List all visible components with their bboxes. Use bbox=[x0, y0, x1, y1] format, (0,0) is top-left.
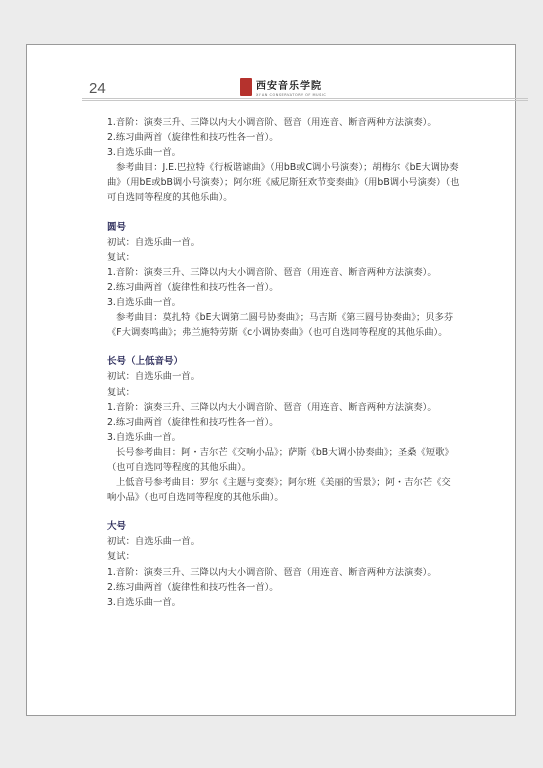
body-line: 可自选同等程度的其他乐曲）。 bbox=[107, 192, 233, 204]
section-heading-horn: 圆号 bbox=[107, 221, 127, 233]
body-line: 上低音号参考曲目：罗尔《主题与变奏》；阿尔班《美丽的雪景》；阿・吉尔芒《交 bbox=[116, 477, 451, 489]
body-line: 参考曲目：J.E.巴拉特《行板谐谑曲》（用bB或C调小号演奏）；胡梅尔《bE大调协奏 bbox=[116, 162, 459, 174]
body-line: （也可自选同等程度的其他乐曲）。 bbox=[107, 461, 252, 473]
body-line: 初试：自选乐曲一首。 bbox=[107, 236, 200, 248]
body-line: 3.自选乐曲一首。 bbox=[107, 147, 181, 159]
page-number: 24 bbox=[89, 80, 106, 97]
body-line: 2.练习曲两首（旋律性和技巧性各一首）。 bbox=[107, 281, 279, 293]
body-line: 3.自选乐曲一首。 bbox=[107, 431, 181, 443]
body-line: 初试：自选乐曲一首。 bbox=[107, 371, 200, 383]
logo-name: 西安音乐学院 bbox=[256, 81, 322, 92]
body-line: 长号参考曲目：阿・吉尔芒《交响小品》；萨斯《bB大调小协奏曲》；圣桑《短歌》 bbox=[116, 446, 454, 458]
body-line: 2.练习曲两首（旋律性和技巧性各一首）。 bbox=[107, 416, 279, 428]
body-line: 响小品》（也可自选同等程度的其他乐曲）。 bbox=[107, 492, 284, 504]
logo-subtitle: XI'AN CONSERVATORY OF MUSIC bbox=[256, 93, 327, 97]
body-line: 复试： bbox=[107, 386, 135, 398]
body-line: 复试： bbox=[107, 551, 135, 563]
body-line: 3.自选乐曲一首。 bbox=[107, 297, 181, 309]
logo-text bbox=[256, 77, 326, 97]
body-line: 1.音阶：演奏三升、三降以内大小调音阶、琶音（用连音、断音两种方法演奏）。 bbox=[107, 117, 437, 128]
document-body bbox=[107, 115, 493, 610]
body-line: 2.练习曲两首（旋律性和技巧性各一首）。 bbox=[107, 581, 279, 593]
header-rule bbox=[82, 100, 528, 101]
body-line: 初试：自选乐曲一首。 bbox=[107, 536, 200, 548]
body-line: 2.练习曲两首（旋律性和技巧性各一首）。 bbox=[107, 132, 279, 144]
school-logo bbox=[240, 77, 326, 97]
body-line: 1.音阶：演奏三升、三降以内大小调音阶、琶音（用连音、断音两种方法演奏）。 bbox=[107, 566, 437, 578]
section-heading-tuba: 大号 bbox=[107, 521, 127, 533]
body-line: 曲》（用bE或bB调小号演奏）；阿尔班《威尼斯狂欢节变奏曲》（用bB调小号演奏）（也 bbox=[107, 177, 460, 189]
body-line: 3.自选乐曲一首。 bbox=[107, 596, 181, 608]
header-rule bbox=[82, 98, 528, 99]
seal-icon bbox=[240, 78, 252, 96]
body-line: 1.音阶：演奏三升、三降以内大小调音阶、琶音（用连音、断音两种方法演奏）。 bbox=[107, 401, 437, 413]
body-line: 1.音阶：演奏三升、三降以内大小调音阶、琶音（用连音、断音两种方法演奏）。 bbox=[107, 266, 437, 278]
body-line: 《F大调奏鸣曲》；弗兰施特劳斯《c小调协奏曲》（也可自选同等程度的其他乐曲）。 bbox=[107, 327, 448, 339]
body-line: 复试： bbox=[107, 251, 135, 263]
section-heading-trombone: 长号（上低音号） bbox=[107, 356, 184, 368]
body-line: 参考曲目：莫扎特《bE大调第二圆号协奏曲》；马吉斯《第三圆号协奏曲》；贝多芬 bbox=[116, 312, 454, 324]
